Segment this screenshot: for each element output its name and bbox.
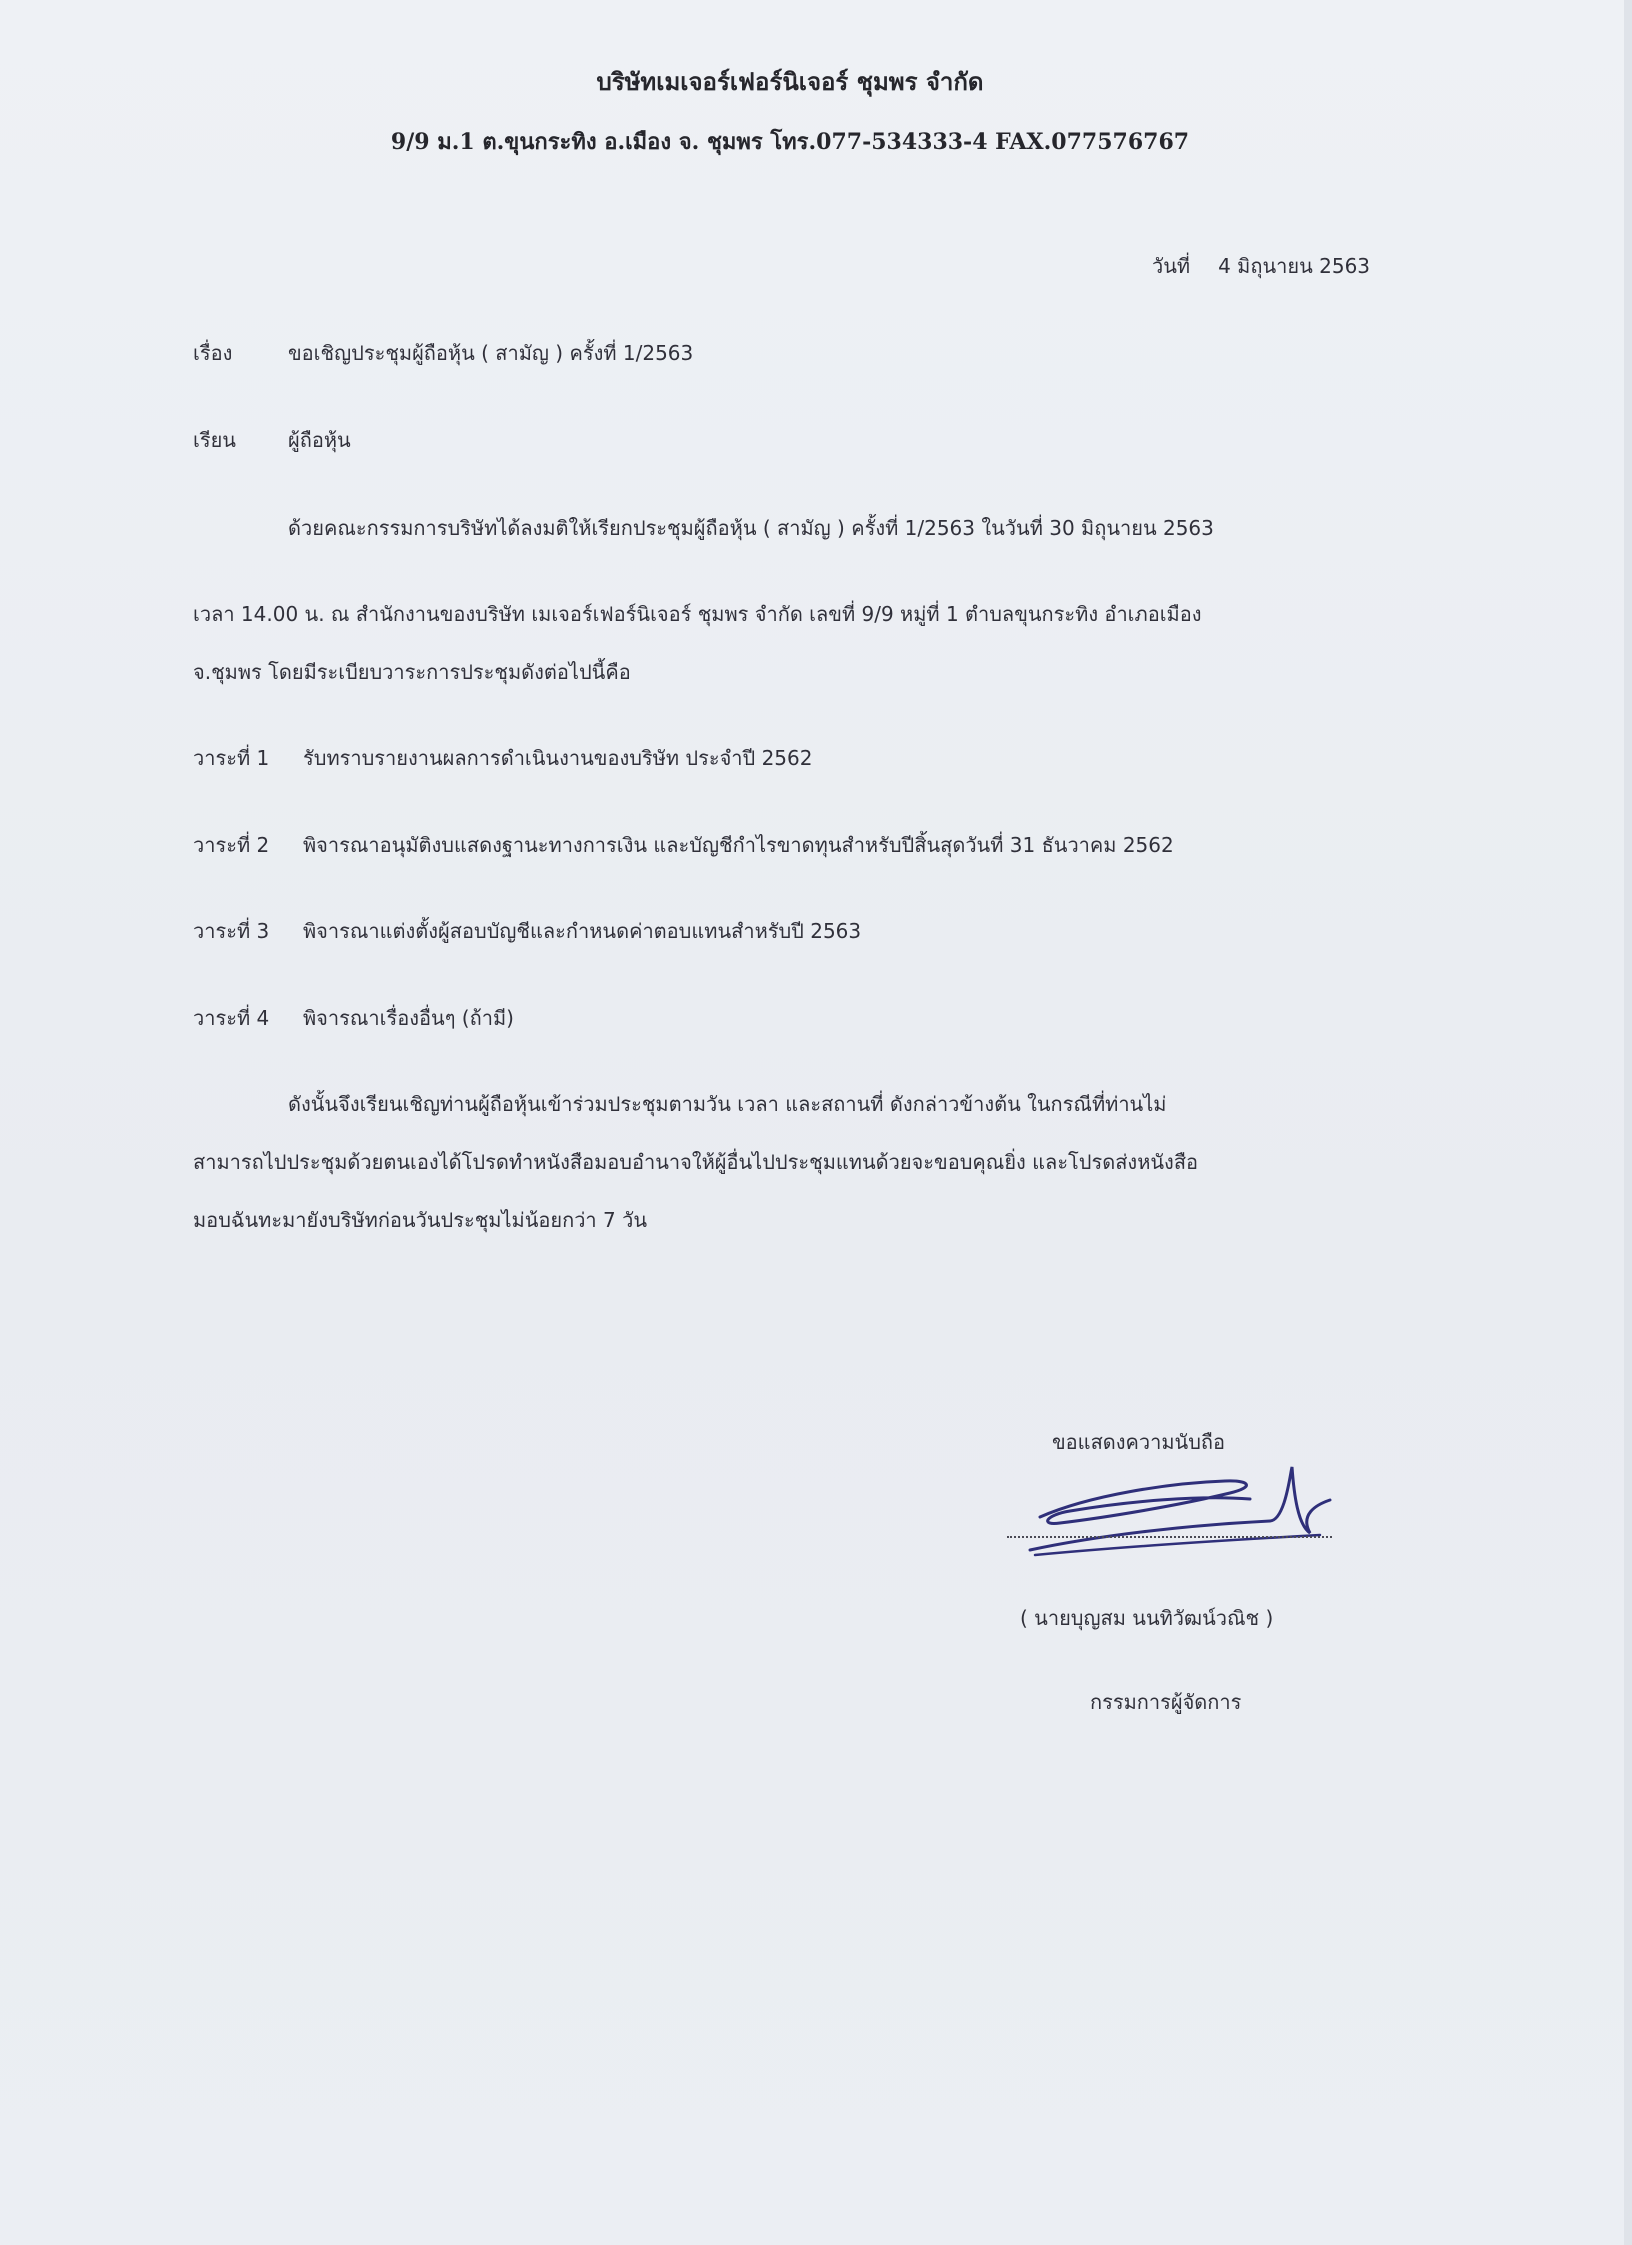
agenda-item-3: [193, 921, 861, 941]
invitation-line-2: สามารถไปประชุมด้วยตนเองได้โปรดทำหนังสือมอบอำนาจให้ผู้อื่นไปประชุมแทนด้วยจะขอบคุณยิ่ง และโปรดส่งหนังสือ: [193, 1150, 1199, 1174]
recipient-line: [193, 428, 351, 452]
company-address: 9/9 ม.1 ต.ขุนกระทิง อ.เมือง จ. ชุมพร โทร.077-534333-4 FAX.077576767: [390, 129, 1190, 155]
agenda-label: วาระที่ 2: [193, 833, 270, 857]
agenda-label: วาระที่ 4: [193, 1006, 270, 1030]
recipient-label: เรียน: [193, 428, 236, 452]
agenda-text: พิจารณาเรื่องอื่นๆ (ถ้ามี): [303, 1006, 514, 1030]
invitation-line-3: มอบฉันทะมายังบริษัทก่อนวันประชุมไม่น้อยกว่า 7 วัน: [193, 1208, 648, 1232]
agenda-text: พิจารณาอนุมัติงบแสดงฐานะทางการเงิน และบัญชีกำไรขาดทุนสำหรับปีสิ้นสุดวันที่ 31 ธันวาคม 2562: [303, 833, 1174, 857]
date-label: วันที่: [1152, 254, 1191, 278]
subject-label: เรื่อง: [193, 341, 233, 365]
signature-stroke: [1040, 1481, 1250, 1524]
agenda-label: วาระที่ 1: [193, 746, 270, 770]
signatory-name: ( นายบุญสม นนทิวัฒน์วณิช ): [1020, 1606, 1274, 1630]
intro-line-1: ด้วยคณะกรรมการบริษัทได้ลงมติให้เรียกประชุมผู้ถือหุ้น ( สามัญ ) ครั้งที่ 1/2563 ในวันที่ 30 มิถุนายน 2563: [288, 516, 1214, 540]
agenda-text: รับทราบรายงานผลการดำเนินงานของบริษัท ประจำปี 2562: [303, 746, 813, 770]
signature-stroke-3: [1035, 1535, 1320, 1555]
agenda-item-4: [193, 1008, 514, 1028]
letter-date: [1152, 256, 1370, 276]
page-edge: [1624, 0, 1632, 2245]
subject-line: [193, 341, 694, 365]
signature-dotted-line: [1007, 1536, 1332, 1538]
signature-image: [1000, 1455, 1360, 1575]
agenda-item-1: [193, 748, 812, 768]
agenda-item-2: [193, 835, 1174, 855]
closing-phrase: ขอแสดงความนับถือ: [1052, 1430, 1226, 1454]
signatory-position: กรรมการผู้จัดการ: [1090, 1690, 1242, 1714]
agenda-label: วาระที่ 3: [193, 919, 270, 943]
subject-value: ขอเชิญประชุมผู้ถือหุ้น ( สามัญ ) ครั้งที่ 1/2563: [288, 341, 694, 365]
company-name: บริษัทเมเจอร์เฟอร์นิเจอร์ ชุมพร จำกัด: [596, 67, 984, 96]
agenda-text: พิจารณาแต่งตั้งผู้สอบบัญชีและกำหนดค่าตอบแทนสำหรับปี 2563: [303, 919, 862, 943]
intro-line-3: จ.ชุมพร โดยมีระเบียบวาระการประชุมดังต่อไปนี้คือ: [193, 660, 631, 684]
date-value: 4 มิถุนายน 2563: [1218, 254, 1371, 278]
invitation-line-1: ดังนั้นจึงเรียนเชิญท่านผู้ถือหุ้นเข้าร่วมประชุมตามวัน เวลา และสถานที่ ดังกล่าวข้างต้น ในกรณีที่ท่านไม่: [288, 1092, 1167, 1116]
recipient-value: ผู้ถือหุ้น: [288, 428, 351, 452]
intro-line-2: เวลา 14.00 น. ณ สำนักงานของบริษัท เมเจอร์เฟอร์นิเจอร์ ชุมพร จำกัด เลขที่ 9/9 หมู่ที่ 1 ตำบลขุนกระทิง อำเภอเมือง: [193, 602, 1202, 626]
